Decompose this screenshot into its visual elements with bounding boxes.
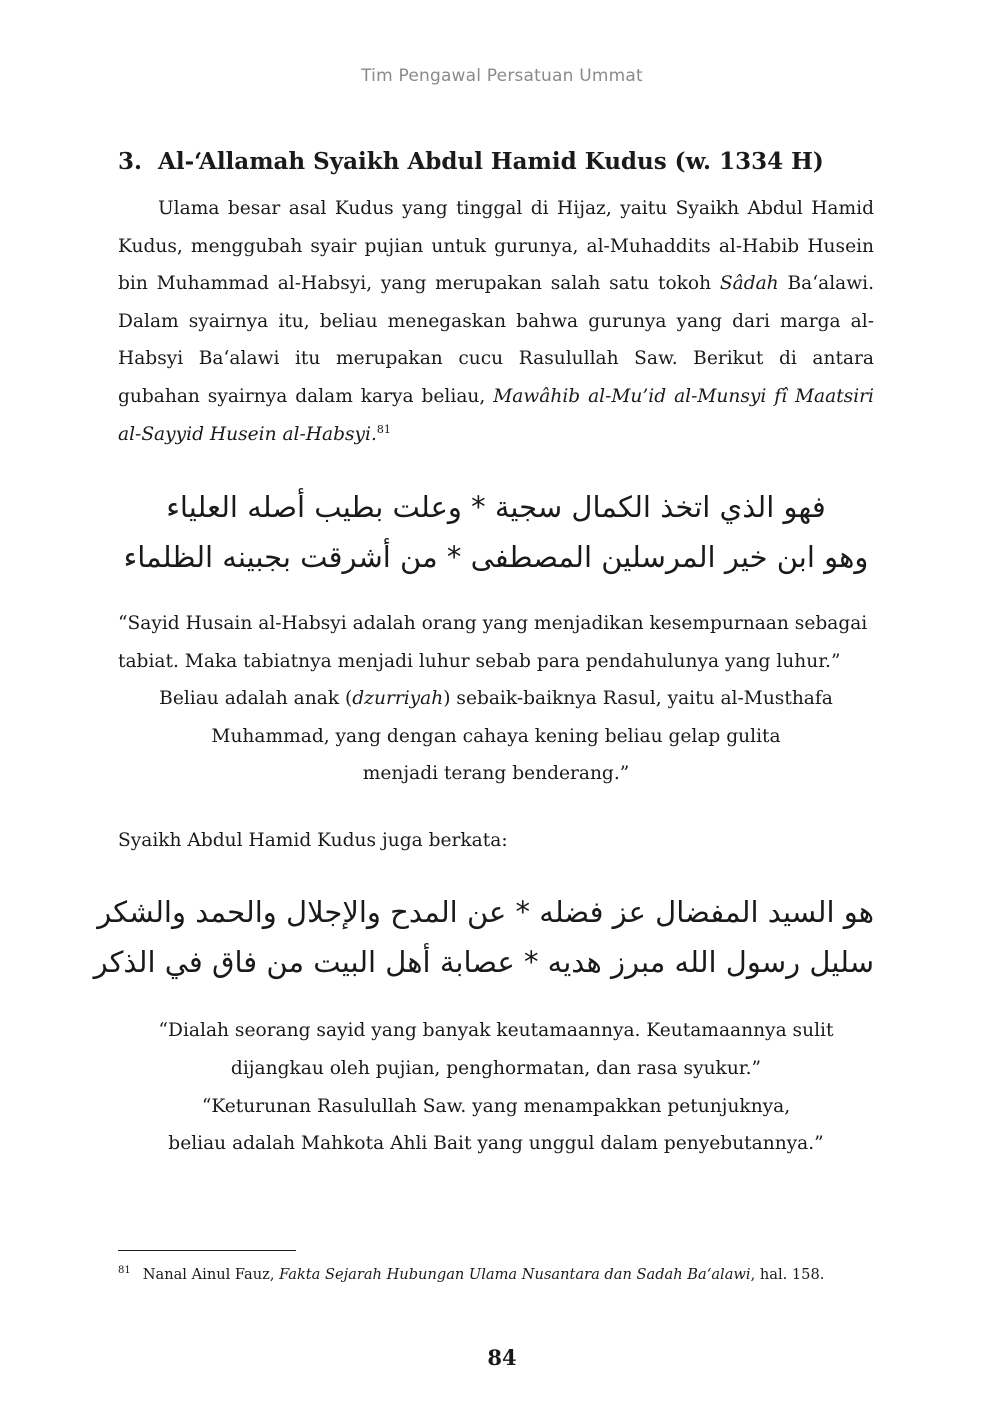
translation-1-line-5: menjadi terang benderang.”: [362, 763, 630, 784]
translation-2-line-3: “Keturunan Rasulullah Saw. yang menampakkan petunjuknya,: [201, 1096, 791, 1117]
arabic-poem-1-line-1: فهو الذي اتخذ الكمال سجية * وعلت بطيب أصله العلياء: [166, 490, 826, 524]
arabic-poem-2-line-2: سليل رسول الله مبرز هديه * عصابة أهل البيت من فاق في الذكر: [93, 945, 874, 979]
footnote-divider: [118, 1250, 296, 1251]
translation-2-line-2: dijangkau oleh pujian, penghormatan, dan rasa syukur.”: [230, 1058, 762, 1079]
running-header: Tim Pengawal Persatuan Ummat: [361, 66, 643, 86]
translation-1-italic-dzurriyah: dzurriyah: [352, 688, 444, 709]
section-title: Al-‘Allamah Syaikh Abdul Hamid Kudus (w. 1334 H): [158, 148, 824, 175]
translation-2-line-4: beliau adalah Mahkota Ahli Bait yang unggul dalam penyebutannya.”: [168, 1133, 824, 1154]
arabic-poem-2: [93, 887, 874, 987]
section-heading: [118, 148, 888, 175]
arabic-poem-1: [118, 482, 874, 582]
translation-2-line-1: “Dialah seorang sayid yang banyak keutamaannya. Keutamaannya sulit: [158, 1020, 834, 1041]
translation-1-line-3: [118, 680, 874, 718]
section-number: 3.: [118, 148, 143, 175]
intro-2: Syaikh Abdul Hamid Kudus juga berkata:: [118, 830, 508, 851]
paragraph-text-2: Ba‘alawi. Dalam syairnya itu, beliau menegaskan bahwa gurunya yang dari marga al-Habsyi Ba‘alawi itu merupakan cucu Rasulullah Saw. Berikut di antara gubahan syairnya dalam karya beliau,: [118, 273, 874, 407]
arabic-poem-1-line-2: وهو ابن خير المرسلين المصطفى * من أشرقت بجبينه الظلماء: [123, 540, 869, 574]
paragraph-italic-book-title: Mawâhib al-Mu’id al-Munsyi fî Maatsiri al-Sayyid Husein al-Habsyi.: [118, 385, 875, 445]
footnote-reference[interactable]: 81: [376, 422, 391, 436]
body-paragraph: [118, 190, 874, 453]
translation-1-line-3-text-b: ) sebaik-baiknya Rasul, yaitu al-Musthafa: [443, 688, 833, 709]
footnote-page: , hal. 158.: [750, 1266, 825, 1283]
page-number: 84: [487, 1345, 517, 1370]
translation-1-line-4: Muhammad, yang dengan cahaya kening beliau gelap gulita: [211, 726, 781, 747]
translation-1-line-2: tabiat. Maka tabiatnya menjadi luhur sebab para pendahulunya yang luhur.”: [118, 651, 841, 672]
translation-1-line-3-text-a: Beliau adalah anak (: [159, 688, 353, 709]
paragraph-text-1: Ulama besar asal Kudus yang tinggal di Hijaz, yaitu Syaikh Abdul Hamid Kudus, menggubah syair pujian untuk gurunya, al-Muhaddits al-Habib Husein bin Muhammad al-Habsyi, yang merupakan salah satu tokoh: [118, 198, 874, 295]
footnote-number: 81: [118, 1265, 131, 1277]
footnote-author: Nanal Ainul Fauz,: [142, 1266, 280, 1283]
translation-1-line-1: “Sayid Husain al-Habsyi adalah orang yang menjadikan kesempurnaan sebagai: [118, 613, 868, 634]
paragraph-italic-sadah: Sâdah: [719, 273, 779, 295]
footnote: [118, 1264, 898, 1286]
footnote-book-title: Fakta Sejarah Hubungan Ulama Nusantara dan Sadah Ba‘alawi: [279, 1266, 751, 1283]
arabic-poem-2-line-1: هو السيد المفضال عز فضله * عن المدح والإجلال والحمد والشكر: [97, 895, 874, 929]
